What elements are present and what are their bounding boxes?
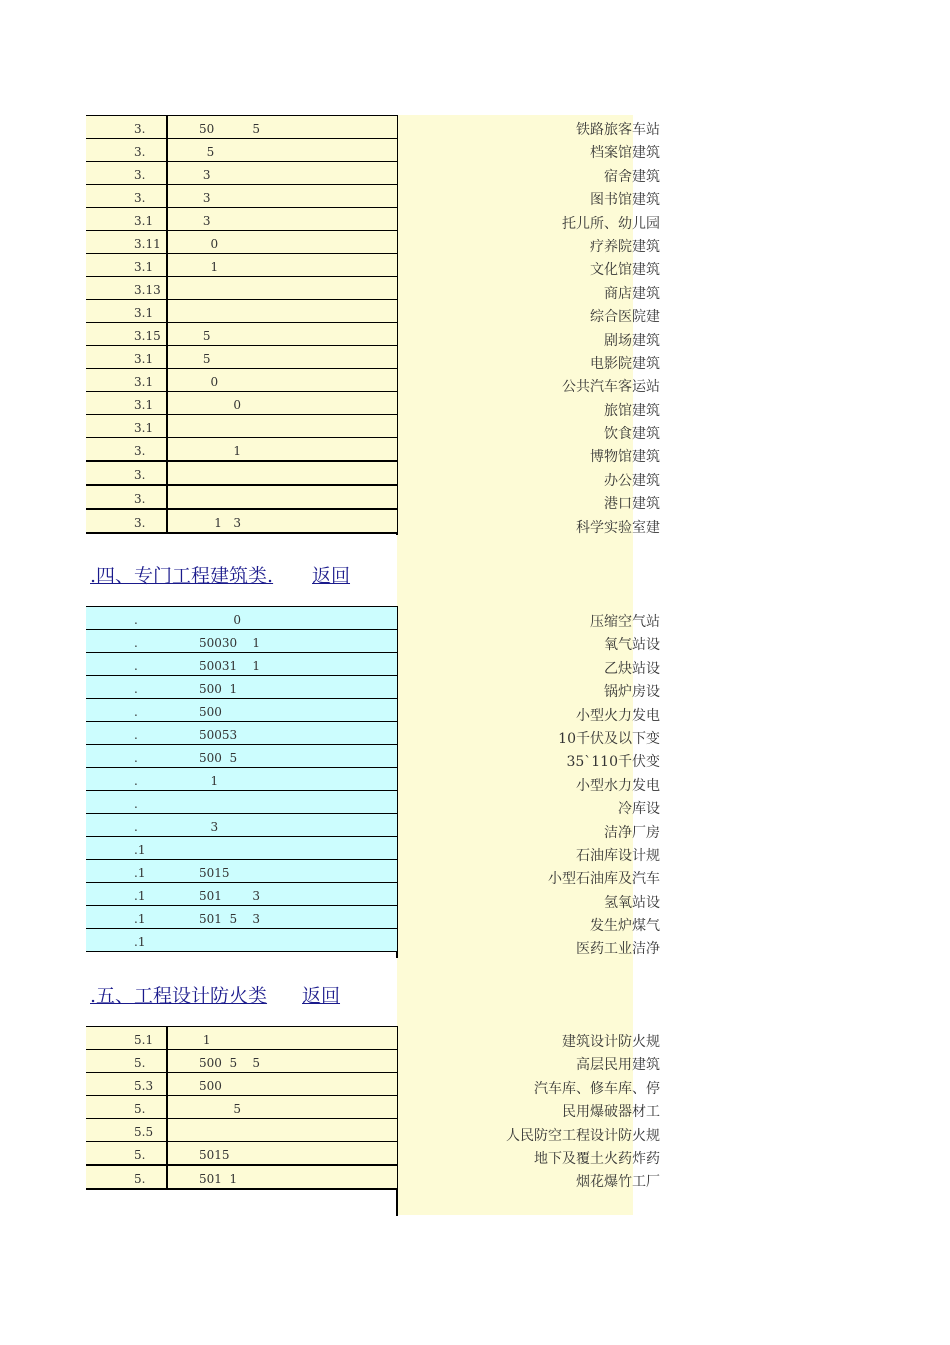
standard-name[interactable]: 铁路旅客车站 — [576, 122, 660, 138]
table-row — [86, 1119, 397, 1142]
standard-code: 1 3 — [199, 516, 241, 530]
standard-name[interactable]: 乙炔站设 — [604, 660, 660, 677]
standard-name[interactable]: 饮食建筑 — [604, 426, 660, 443]
standard-name[interactable]: 宿舍建筑 — [604, 168, 660, 185]
clause-number: 3.1 — [134, 352, 154, 366]
clause-number: 3.15 — [134, 329, 161, 343]
standard-code: 5015 — [199, 866, 230, 880]
standard-name[interactable]: 10千伏及以下变 — [558, 730, 660, 747]
section5-names — [470, 1031, 660, 1195]
clause-number: 3.1 — [134, 375, 154, 389]
section5-table — [86, 1026, 397, 1190]
column-divider — [166, 486, 168, 508]
table-row — [86, 1073, 397, 1096]
standard-code: 500 — [199, 705, 222, 719]
standard-code: 50053 — [199, 728, 238, 742]
table-row — [86, 860, 397, 883]
standard-name[interactable]: 发生炉煤气 — [590, 918, 660, 935]
table-row — [86, 676, 397, 699]
column-divider — [166, 1050, 168, 1072]
clause-number: .1 — [134, 843, 146, 857]
column-divider — [166, 254, 168, 276]
clause-number: 5.5 — [134, 1125, 154, 1139]
table-row — [86, 323, 397, 346]
clause-number: 3. — [134, 516, 146, 530]
table-row — [86, 231, 397, 254]
table-row — [86, 185, 397, 208]
standard-code: 501 3 — [199, 889, 261, 903]
clause-number: . — [134, 682, 138, 696]
table-row — [86, 1050, 397, 1073]
table-row — [86, 906, 397, 929]
clause-number: 3. — [134, 122, 146, 136]
section4-table — [86, 606, 397, 952]
standard-name[interactable]: 小型石油库及汽车 — [548, 871, 660, 888]
section4-return-link[interactable]: 返回 — [312, 565, 351, 587]
clause-number: 3.1 — [134, 421, 154, 435]
table-row — [86, 415, 397, 438]
standard-name[interactable]: 石油库设计规 — [576, 847, 660, 864]
clause-number: 3. — [134, 191, 146, 205]
table-row — [86, 139, 397, 162]
column-divider — [166, 185, 168, 207]
section3-names — [470, 119, 660, 540]
table-row — [86, 883, 397, 906]
standard-code: 1 — [199, 1033, 211, 1047]
column-divider — [166, 116, 168, 138]
standard-name[interactable]: 高层民用建筑 — [576, 1057, 660, 1074]
standard-name[interactable]: 汽车库、修车库、停 — [534, 1080, 660, 1097]
column-divider — [166, 231, 168, 253]
standard-name[interactable]: 人民防空工程设计防火规 — [506, 1127, 660, 1144]
clause-number: . — [134, 820, 138, 834]
standard-code: 50031 1 — [199, 659, 261, 673]
section5-title: .五、工程设计防火类 — [90, 985, 268, 1007]
standard-code: 500 1 — [199, 682, 238, 696]
standard-name[interactable]: 科学实验室建 — [576, 519, 660, 536]
standard-name[interactable]: 压缩空气站 — [590, 614, 660, 630]
standard-code: 3 — [199, 168, 211, 182]
column-divider — [166, 369, 168, 391]
standard-code: 5 — [199, 352, 211, 366]
standard-name[interactable]: 地下及覆土火药炸药 — [534, 1150, 660, 1167]
standard-code: 50 5 — [199, 122, 261, 136]
clause-number: . — [134, 636, 138, 650]
table-row — [86, 1096, 397, 1119]
clause-number: 3. — [134, 468, 146, 482]
column-divider — [166, 510, 168, 532]
table-row — [86, 486, 397, 510]
standard-code: 500 5 — [199, 751, 238, 765]
clause-number: . — [134, 774, 138, 788]
column-divider — [166, 277, 168, 299]
standard-code: 3 — [199, 820, 219, 834]
clause-number: . — [134, 613, 138, 627]
clause-number: 5.1 — [134, 1033, 154, 1047]
table-row — [86, 653, 397, 676]
standard-code: 1 — [199, 260, 219, 274]
table-row — [86, 929, 397, 952]
table-row — [86, 277, 397, 300]
table-row — [86, 791, 397, 814]
clause-number: 3. — [134, 145, 146, 159]
clause-number: 3.1 — [134, 214, 154, 228]
column-divider — [166, 438, 168, 460]
standard-code: 50030 1 — [199, 636, 261, 650]
clause-number: 3. — [134, 444, 146, 458]
table-row — [86, 369, 397, 392]
standard-name[interactable]: 电影院建筑 — [590, 355, 660, 372]
table-row — [86, 768, 397, 791]
standard-name[interactable]: 商店建筑 — [604, 285, 660, 302]
table-row — [86, 745, 397, 768]
standard-name[interactable]: 建筑设计防火规 — [562, 1034, 660, 1050]
column-divider — [166, 139, 168, 161]
table-row — [86, 699, 397, 722]
table-row — [86, 346, 397, 369]
standard-name[interactable]: 综合医院建 — [590, 309, 660, 326]
column-divider — [166, 1096, 168, 1118]
table-row — [86, 1142, 397, 1166]
clause-number: 3.1 — [134, 398, 154, 412]
column-divider — [166, 208, 168, 230]
column-divider — [166, 323, 168, 345]
column-divider — [166, 1142, 168, 1164]
column-divider — [166, 415, 168, 437]
table-row — [86, 837, 397, 860]
table-row — [86, 300, 397, 323]
standard-name[interactable]: 文化馆建筑 — [590, 262, 660, 279]
standard-code: 5 — [199, 1102, 241, 1116]
clause-number: . — [134, 751, 138, 765]
standard-name[interactable]: 小型火力发电 — [576, 707, 660, 724]
standard-name[interactable]: 冷库设 — [618, 801, 660, 818]
standard-code: 0 — [199, 237, 219, 251]
standard-name[interactable]: 小型水力发电 — [576, 777, 660, 794]
section3-table — [86, 115, 397, 534]
column-divider — [166, 462, 168, 484]
standard-code: 3 — [199, 191, 211, 205]
section4-names — [470, 611, 660, 962]
table-row — [86, 254, 397, 277]
standard-name[interactable]: 医药工业洁净 — [576, 941, 660, 958]
table-row — [86, 510, 397, 534]
column-divider — [166, 1073, 168, 1095]
standard-name[interactable]: 图书馆建筑 — [590, 192, 660, 209]
column-divider — [166, 1119, 168, 1141]
column-divider — [166, 346, 168, 368]
standard-code: 0 — [199, 398, 241, 412]
clause-number: 3.1 — [134, 306, 154, 320]
table-row — [86, 392, 397, 415]
table-row — [86, 814, 397, 837]
standard-name[interactable]: 剧场建筑 — [604, 332, 660, 349]
standard-name[interactable]: 锅炉房设 — [604, 684, 660, 701]
table-row — [86, 462, 397, 486]
table-row — [86, 1166, 397, 1190]
standard-code: 5 — [199, 329, 211, 343]
section4-title: .四、专门工程建筑类. — [90, 565, 274, 587]
clause-number: .1 — [134, 866, 146, 880]
clause-number: 5. — [134, 1056, 146, 1070]
standard-name[interactable]: 35`110千伏变 — [566, 754, 660, 771]
standard-name[interactable]: 氧气站设 — [604, 637, 660, 654]
standard-code: 5015 — [199, 1148, 230, 1162]
column-divider — [166, 1027, 168, 1049]
standard-name[interactable]: 氢氧站设 — [604, 894, 660, 911]
standard-name[interactable]: 档案馆建筑 — [590, 145, 660, 162]
section5-return-link[interactable]: 返回 — [302, 985, 341, 1007]
clause-number: 5. — [134, 1148, 146, 1162]
column-divider — [166, 1166, 168, 1188]
clause-number: 3.11 — [134, 237, 161, 251]
clause-number: 3. — [134, 168, 146, 182]
clause-number: .1 — [134, 912, 146, 926]
table-row — [86, 722, 397, 745]
clause-number: .1 — [134, 935, 146, 949]
standard-name[interactable]: 办公建筑 — [604, 472, 660, 489]
table-row — [86, 1026, 397, 1050]
column-divider — [166, 392, 168, 414]
clause-number: . — [134, 797, 138, 811]
standard-name[interactable]: 公共汽车客运站 — [562, 379, 660, 396]
table-row — [86, 115, 397, 139]
table-row — [86, 606, 397, 630]
standard-code: 500 5 5 — [199, 1056, 261, 1070]
standard-code: 501 1 — [199, 1172, 238, 1186]
standard-name[interactable]: 洁净厂房 — [604, 824, 660, 841]
clause-number: 3.1 — [134, 260, 154, 274]
clause-number: . — [134, 659, 138, 673]
standard-name[interactable]: 民用爆破器材工 — [562, 1104, 660, 1121]
standard-code: 501 5 3 — [199, 912, 261, 926]
clause-number: 5.3 — [134, 1079, 154, 1093]
clause-number: .1 — [134, 889, 146, 903]
column-divider — [166, 300, 168, 322]
standard-code: 5 — [199, 145, 215, 159]
table-row — [86, 162, 397, 185]
clause-number: 5. — [134, 1172, 146, 1186]
table-row — [86, 438, 397, 462]
clause-number: . — [134, 705, 138, 719]
standard-code: 3 — [199, 214, 211, 228]
table-row — [86, 208, 397, 231]
table-row — [86, 630, 397, 653]
clause-number: 3. — [134, 492, 146, 506]
standard-code: 0 — [199, 613, 241, 627]
column-divider — [166, 162, 168, 184]
standard-name[interactable]: 博物馆建筑 — [590, 449, 660, 466]
standard-code: 500 — [199, 1079, 222, 1093]
standard-code: 1 — [199, 774, 219, 788]
standard-code: 1 — [199, 444, 241, 458]
clause-number: 3.13 — [134, 283, 161, 297]
standard-name[interactable]: 港口建筑 — [604, 496, 660, 513]
standard-name[interactable]: 疗养院建筑 — [590, 238, 660, 255]
standard-code: 0 — [199, 375, 219, 389]
standard-name[interactable]: 旅馆建筑 — [604, 402, 660, 419]
standard-name[interactable]: 托儿所、幼儿园 — [562, 215, 660, 232]
standard-name[interactable]: 烟花爆竹工厂 — [576, 1174, 660, 1191]
clause-number: . — [134, 728, 138, 742]
clause-number: 5. — [134, 1102, 146, 1116]
